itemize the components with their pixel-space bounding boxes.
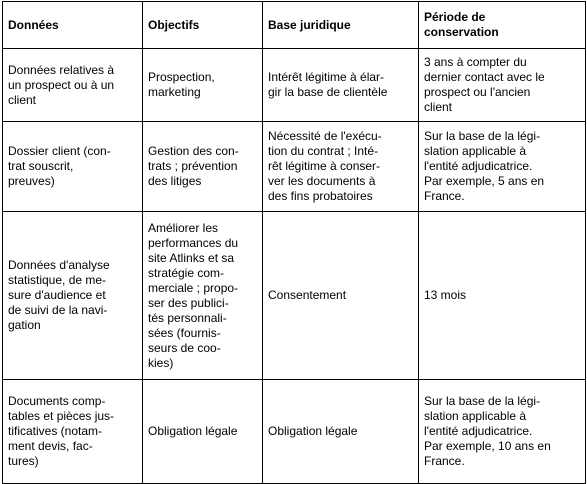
cell-objectifs: Gestion des con- trats ; prévention des litiges [143, 122, 263, 212]
cell-donnees: Documents comp- tables et pièces jus- tificatives (notam- ment devis, fac- tures) [3, 380, 143, 484]
cell-periode: 3 ans à compter du dernier contact avec le prospect ou l'ancien client [419, 49, 586, 122]
table-row [3, 380, 586, 484]
header-objectifs: Objectifs [143, 2, 263, 49]
cell-base-juridique: Obligation légale [263, 380, 419, 484]
table-row [3, 212, 586, 380]
header-donnees: Données [3, 2, 143, 49]
table-row [3, 49, 586, 122]
table-header-row [3, 2, 586, 49]
table-row [3, 122, 586, 212]
cell-periode: 13 mois [419, 212, 586, 380]
cell-base-juridique: Consentement [263, 212, 419, 380]
cell-objectifs: Améliorer les performances du site Atlinks et sa stratégie com- merciale ; propo- ser des publici- tés personnali- sées (fournis- seurs de coo- kies) [143, 212, 263, 380]
header-periode-conservation: Période de conservation [419, 2, 586, 49]
cell-base-juridique: Intérêt légitime à élar- gir la base de clientèle [263, 49, 419, 122]
cell-objectifs: Obligation légale [143, 380, 263, 484]
cell-donnees: Données relatives à un prospect ou à un client [3, 49, 143, 122]
cell-periode: Sur la base de la légi- slation applicable à l'entité adjudicatrice. Par exemple, 10 ans en France. [419, 380, 586, 484]
data-retention-table [2, 1, 586, 484]
header-base-juridique: Base juridique [263, 2, 419, 49]
cell-periode: Sur la base de la légi- slation applicable à l'entité adjudicatrice. Par exemple, 5 ans en France. [419, 122, 586, 212]
cell-base-juridique: Nécessité de l'exécu- tion du contrat ; Inté- rêt légitime à conser- ver les documents à des fins probatoires [263, 122, 419, 212]
cell-donnees: Données d'analyse statistique, de me- sure d'audience et de suivi de la navi- gation [3, 212, 143, 380]
cell-objectifs: Prospection, marketing [143, 49, 263, 122]
cell-donnees: Dossier client (con- trat souscrit, preuves) [3, 122, 143, 212]
